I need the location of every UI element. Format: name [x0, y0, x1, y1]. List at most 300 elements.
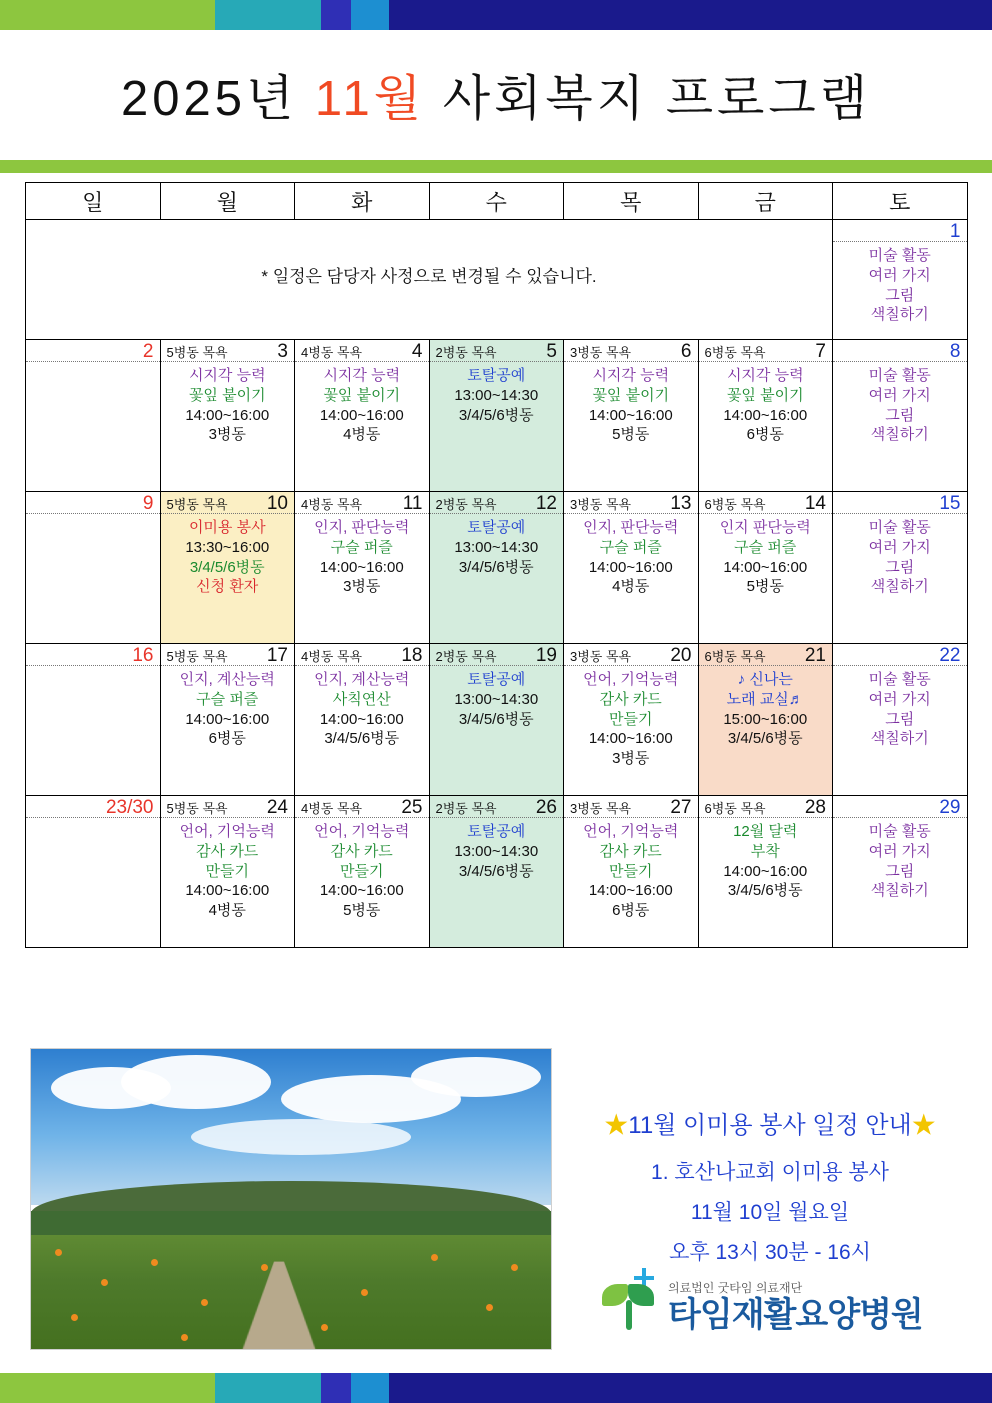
page-title [0, 30, 992, 160]
top-decorative-bar [0, 0, 992, 30]
day-events [699, 362, 833, 451]
calendar-day-cell[interactable] [429, 796, 564, 948]
day-events [430, 818, 564, 887]
event-line: 5병동 [343, 902, 381, 920]
day-number: 27 [670, 797, 692, 818]
day-number: 15 [939, 493, 961, 514]
photo-flower [261, 1264, 268, 1271]
bar-segment-teal [215, 1373, 321, 1403]
calendar-table [25, 182, 968, 948]
day-events [161, 818, 295, 927]
calendar-day-cell[interactable] [698, 644, 833, 796]
event-line: 인지 판단능력 [719, 519, 811, 536]
day-header [161, 492, 295, 514]
calendar-day-cell[interactable] [833, 644, 968, 796]
event-line: 여러 가지 [868, 690, 931, 708]
day-events [295, 666, 429, 755]
event-line: 부착 [750, 842, 780, 860]
day-number: 4 [411, 341, 423, 362]
bar-segment-navy [389, 1373, 992, 1403]
event-line: 4병동 [208, 902, 246, 920]
event-line: 3/4/5/6병동 [458, 710, 534, 728]
day-events [833, 818, 967, 907]
bath-ward-label: 3병동 목욕 [570, 649, 632, 664]
event-line: 감사 카드 [599, 690, 662, 708]
day-events [161, 514, 295, 603]
event-line: 시지각 능력 [726, 367, 804, 384]
event-line: 그림 [885, 710, 915, 728]
event-line: 이미용 봉사 [188, 519, 266, 536]
day-header [295, 796, 429, 818]
logo-name: 타임재활요양병원 [668, 1296, 923, 1334]
event-line: 3/4/5/6병동 [458, 558, 534, 576]
day-header [699, 644, 833, 666]
photo-cloud [191, 1119, 411, 1155]
photo-flower [71, 1314, 78, 1321]
notice-block [560, 1105, 980, 1276]
calendar-day-cell[interactable] [564, 796, 699, 948]
day-events [564, 362, 698, 451]
weekday-thu: 목 [564, 183, 699, 220]
event-line: 14:00~16:00 [723, 862, 808, 880]
day-header [161, 796, 295, 818]
event-line: 언어, 기억능력 [583, 671, 679, 688]
calendar-week-row [26, 644, 968, 796]
day-events [295, 514, 429, 603]
bath-ward-label: 4병동 목욕 [301, 649, 363, 664]
schedule-note: * 일정은 담당자 사정으로 변경될 수 있습니다. [261, 267, 597, 286]
calendar-day-cell[interactable] [295, 644, 430, 796]
event-line: 구슬 퍼즐 [599, 538, 662, 556]
event-line: 13:30~16:00 [185, 538, 270, 556]
day-events [833, 242, 967, 331]
bath-ward-label: 3병동 목욕 [570, 801, 632, 816]
stem-icon [626, 1300, 632, 1330]
event-line: 3/4/5/6병동 [458, 862, 534, 880]
event-line: 노래 교실♬ [726, 690, 804, 708]
calendar-week-row [26, 796, 968, 948]
day-number: 23/30 [105, 797, 154, 818]
bath-ward-label: 3병동 목욕 [570, 497, 632, 512]
bath-ward-label: 3병동 목욕 [570, 345, 632, 360]
event-line: 3병동 [343, 578, 381, 596]
calendar-day-cell[interactable] [160, 796, 295, 948]
bath-ward-label: 2병동 목욕 [435, 801, 497, 816]
day-number: 17 [266, 645, 288, 666]
day-number: 9 [142, 493, 154, 514]
event-line: 미술 활동 [868, 519, 931, 536]
calendar-day-cell[interactable] [295, 796, 430, 948]
calendar-day-cell[interactable] [26, 340, 161, 492]
day-number: 26 [535, 797, 557, 818]
event-line: 시지각 능력 [188, 367, 266, 384]
leaf-left-icon [602, 1284, 628, 1306]
bath-ward-label: 4병동 목욕 [301, 345, 363, 360]
hospital-logo [600, 1268, 980, 1332]
event-line: 14:00~16:00 [588, 730, 673, 748]
day-header [26, 644, 160, 666]
event-line: 꽃잎 붙이기 [323, 386, 401, 404]
calendar-day-cell[interactable] [429, 340, 564, 492]
day-header [564, 796, 698, 818]
day-header [430, 492, 564, 514]
day-number: 7 [815, 341, 826, 362]
calendar-day-cell[interactable] [160, 492, 295, 644]
day-events [833, 362, 967, 451]
event-line: 3/4/5/6병동 [189, 558, 265, 576]
notice-title [560, 1105, 980, 1140]
day-header [699, 340, 833, 362]
calendar-day-cell[interactable] [295, 340, 430, 492]
bath-ward-label: 2병동 목욕 [435, 345, 497, 360]
event-line: 14:00~16:00 [723, 406, 808, 424]
day-events [699, 514, 833, 603]
notice-line-1: 1. 호산나교회 이미용 봉사 [651, 1161, 889, 1184]
event-line: 구슬 퍼즐 [330, 538, 393, 556]
day-events [295, 818, 429, 927]
event-line: 색칠하기 [870, 578, 929, 596]
calendar-day-cell[interactable] [833, 796, 968, 948]
event-line: 14:00~16:00 [185, 406, 270, 424]
photo-flower [201, 1299, 208, 1306]
event-line: 인지, 계산능력 [314, 671, 410, 688]
bar-segment-blue [321, 1373, 351, 1403]
event-line: 신청 환자 [196, 578, 259, 596]
calendar-day-cell[interactable] [26, 644, 161, 796]
event-line: 감사 카드 [196, 842, 259, 860]
event-line: 언어, 기억능력 [314, 823, 410, 840]
day-number: 3 [277, 341, 288, 362]
weekday-fri: 금 [698, 183, 833, 220]
day-header [699, 796, 833, 818]
event-line: 14:00~16:00 [185, 710, 270, 728]
event-line: 5병동 [746, 578, 784, 596]
bath-ward-label: 6병동 목욕 [704, 801, 766, 816]
notice-title-text: 11월 이미용 봉사 일정 안내 [628, 1112, 912, 1139]
event-line: 그림 [885, 558, 915, 576]
event-line: 여러 가지 [868, 386, 931, 404]
title-rest: 사회복지 프로그램 [442, 72, 872, 126]
day-header [295, 492, 429, 514]
event-line: 14:00~16:00 [588, 406, 673, 424]
day-events [295, 362, 429, 451]
event-line: 감사 카드 [599, 842, 662, 860]
calendar-day-cell[interactable] [429, 644, 564, 796]
title-month: 11월 [314, 72, 426, 126]
calendar-day-cell[interactable] [564, 340, 699, 492]
day-header [833, 340, 967, 362]
day-header [430, 340, 564, 362]
day-header [161, 340, 295, 362]
weekday-mon: 월 [160, 183, 295, 220]
bath-ward-label: 5병동 목욕 [166, 801, 228, 816]
event-line: 3/4/5/6병동 [727, 730, 803, 748]
day-number: 24 [266, 797, 288, 818]
calendar-day-cell[interactable] [160, 340, 295, 492]
calendar-day-cell[interactable] [295, 492, 430, 644]
calendar-day-cell[interactable] [564, 492, 699, 644]
event-line: 14:00~16:00 [319, 406, 404, 424]
event-line: 구슬 퍼즐 [196, 690, 259, 708]
day-events [564, 666, 698, 775]
day-number: 22 [939, 645, 961, 666]
event-line: 3/4/5/6병동 [324, 730, 400, 748]
event-line: 꽃잎 붙이기 [592, 386, 670, 404]
day-events [699, 666, 833, 755]
event-line: 인지, 계산능력 [179, 671, 275, 688]
day-number: 12 [535, 493, 557, 514]
event-line: 색칠하기 [870, 882, 929, 900]
event-line: 색칠하기 [870, 426, 929, 444]
day-header [833, 492, 967, 514]
day-number: 16 [132, 645, 154, 666]
day-number: 21 [804, 645, 826, 666]
event-line: 토탈공예 [467, 823, 526, 840]
star-icon: ★ [911, 1112, 936, 1139]
bath-ward-label: 6병동 목욕 [704, 345, 766, 360]
event-line: 4병동 [612, 578, 650, 596]
event-line: 색칠하기 [870, 730, 929, 748]
bar-segment-teal [215, 0, 321, 30]
event-line: 14:00~16:00 [319, 710, 404, 728]
bath-ward-label: 5병동 목욕 [166, 345, 228, 360]
cosmos-field-photo [30, 1048, 552, 1350]
event-line: 토탈공예 [467, 367, 526, 384]
event-line: 15:00~16:00 [723, 710, 808, 728]
photo-cloud [411, 1057, 541, 1097]
event-line: 14:00~16:00 [185, 882, 270, 900]
day-number: 14 [804, 493, 826, 514]
day-events [26, 514, 160, 524]
day-number: 29 [939, 797, 961, 818]
photo-flower [151, 1259, 158, 1266]
day-header [26, 796, 160, 818]
notice-line-3: 오후 13시 30분 - 16시 [669, 1241, 871, 1264]
calendar-body [26, 220, 968, 948]
day-number: 18 [401, 645, 423, 666]
bath-ward-label: 4병동 목욕 [301, 801, 363, 816]
event-line: 14:00~16:00 [588, 558, 673, 576]
event-line: 12월 달력 [733, 823, 798, 840]
day-number: 2 [142, 341, 154, 362]
photo-flower [101, 1279, 108, 1286]
event-line: 13:00~14:30 [454, 538, 539, 556]
day-header [295, 644, 429, 666]
day-events [833, 666, 967, 755]
event-line: 만들기 [205, 862, 249, 880]
calendar-day-cell[interactable] [833, 340, 968, 492]
event-line: 4병동 [343, 426, 381, 444]
photo-flower [321, 1324, 328, 1331]
calendar-day-cell[interactable] [698, 492, 833, 644]
event-line: 14:00~16:00 [723, 558, 808, 576]
day-events [26, 818, 160, 828]
event-line: 여러 가지 [868, 538, 931, 556]
day-header [564, 492, 698, 514]
event-line: 그림 [885, 406, 915, 424]
photo-flower [486, 1304, 493, 1311]
event-line: 그림 [885, 862, 915, 880]
calendar-week-row [26, 220, 968, 340]
event-line: 감사 카드 [330, 842, 393, 860]
day-events [26, 362, 160, 372]
day-number: 8 [949, 341, 961, 362]
event-line: 3병동 [612, 750, 650, 768]
bath-ward-label: 4병동 목욕 [301, 497, 363, 512]
photo-flower [361, 1289, 368, 1296]
event-line: 3병동 [208, 426, 246, 444]
bar-segment-blue [321, 0, 351, 30]
event-line: 미술 활동 [868, 367, 931, 384]
event-line: 토탈공예 [467, 519, 526, 536]
event-line: 14:00~16:00 [319, 882, 404, 900]
day-header [295, 340, 429, 362]
calendar-day-cell[interactable] [26, 796, 161, 948]
day-number: 5 [546, 341, 557, 362]
title-underline-bar [0, 160, 992, 173]
weekday-tue: 화 [295, 183, 430, 220]
event-line: 5병동 [612, 426, 650, 444]
day-header [833, 796, 967, 818]
day-number: 19 [535, 645, 557, 666]
day-events [430, 362, 564, 431]
event-line: 언어, 기억능력 [179, 823, 275, 840]
calendar-day-cell[interactable] [698, 340, 833, 492]
photo-flower [511, 1264, 518, 1271]
event-line: ♪ 신나는 [737, 671, 793, 688]
bath-ward-label: 2병동 목욕 [435, 497, 497, 512]
event-line: 구슬 퍼즐 [734, 538, 797, 556]
event-line: 6병동 [208, 730, 246, 748]
calendar-note-cell [26, 220, 833, 340]
event-line: 13:00~14:30 [454, 690, 539, 708]
logo-subtitle: 의료법인 굿타임 의료재단 [668, 1281, 803, 1295]
calendar-day-cell[interactable] [833, 492, 968, 644]
event-line: 색칠하기 [870, 306, 929, 324]
event-line: 시지각 능력 [323, 367, 401, 384]
calendar-day-cell[interactable] [160, 644, 295, 796]
bath-ward-label: 6병동 목욕 [704, 649, 766, 664]
day-events [564, 514, 698, 603]
event-line: 사칙연산 [332, 690, 391, 708]
day-header [26, 492, 160, 514]
event-line: 13:00~14:30 [454, 386, 539, 404]
day-header [564, 644, 698, 666]
day-number: 6 [680, 341, 692, 362]
logo-plant-icon [600, 1268, 662, 1332]
bar-segment-green [0, 0, 215, 30]
event-line: 언어, 기억능력 [583, 823, 679, 840]
event-line: 인지, 판단능력 [583, 519, 679, 536]
calendar-week-row [26, 492, 968, 644]
calendar-day-cell[interactable] [26, 492, 161, 644]
day-number: 20 [670, 645, 692, 666]
day-header [26, 340, 160, 362]
day-header [833, 220, 967, 242]
bath-ward-label: 6병동 목욕 [704, 497, 766, 512]
event-line: 만들기 [609, 862, 653, 880]
event-line: 꽃잎 붙이기 [188, 386, 266, 404]
photo-flower [181, 1334, 188, 1341]
day-number: 11 [402, 493, 423, 514]
event-line: 시지각 능력 [592, 367, 670, 384]
weekday-sun: 일 [26, 183, 161, 220]
event-line: 미술 활동 [868, 247, 931, 264]
event-line: 토탈공예 [467, 671, 526, 688]
calendar-day-cell[interactable] [698, 796, 833, 948]
day-events [564, 818, 698, 927]
day-header [699, 492, 833, 514]
calendar-day-cell[interactable] [833, 220, 968, 340]
event-line: 만들기 [609, 710, 653, 728]
bar-segment-navy [389, 0, 992, 30]
bath-ward-label: 5병동 목욕 [166, 649, 228, 664]
bar-segment-green [0, 1373, 215, 1403]
event-line: 3/4/5/6병동 [727, 882, 803, 900]
day-number: 25 [401, 797, 423, 818]
calendar-header-row [26, 183, 968, 220]
event-line: 그림 [885, 286, 915, 304]
day-header [833, 644, 967, 666]
event-line: 6병동 [746, 426, 784, 444]
day-header [564, 340, 698, 362]
day-header [430, 796, 564, 818]
day-number: 1 [949, 221, 961, 242]
event-line: 인지, 판단능력 [314, 519, 410, 536]
bar-segment-lightblue [351, 1373, 389, 1403]
day-events [26, 666, 160, 676]
event-line: 미술 활동 [868, 671, 931, 688]
title-year: 2025년 [120, 72, 298, 126]
day-header [430, 644, 564, 666]
event-line: 13:00~14:30 [454, 842, 539, 860]
notice-line-2: 11월 10일 월요일 [690, 1201, 850, 1224]
event-line: 여러 가지 [868, 842, 931, 860]
calendar-day-cell[interactable] [429, 492, 564, 644]
photo-cloud [121, 1055, 271, 1109]
day-events [430, 666, 564, 735]
photo-flower [431, 1254, 438, 1261]
day-events [161, 362, 295, 451]
event-line: 미술 활동 [868, 823, 931, 840]
event-line: 14:00~16:00 [319, 558, 404, 576]
event-line: 꽃잎 붙이기 [726, 386, 804, 404]
calendar-week-row [26, 340, 968, 492]
calendar-day-cell[interactable] [564, 644, 699, 796]
event-line: 여러 가지 [868, 266, 931, 284]
weekday-sat: 토 [833, 183, 968, 220]
day-number: 10 [266, 493, 288, 514]
event-line: 만들기 [340, 862, 384, 880]
day-number: 28 [804, 797, 826, 818]
day-events [833, 514, 967, 603]
event-line: 14:00~16:00 [588, 882, 673, 900]
day-events [699, 818, 833, 907]
logo-text [668, 1282, 923, 1332]
day-header [161, 644, 295, 666]
bath-ward-label: 2병동 목욕 [435, 649, 497, 664]
star-icon: ★ [604, 1112, 629, 1139]
weekday-wed: 수 [429, 183, 564, 220]
bath-ward-label: 5병동 목욕 [166, 497, 228, 512]
bar-segment-lightblue [351, 0, 389, 30]
event-line: 3/4/5/6병동 [458, 406, 534, 424]
event-line: 6병동 [612, 902, 650, 920]
day-events [430, 514, 564, 583]
bottom-decorative-bar [0, 1373, 992, 1403]
day-events [161, 666, 295, 755]
day-number: 13 [670, 493, 692, 514]
